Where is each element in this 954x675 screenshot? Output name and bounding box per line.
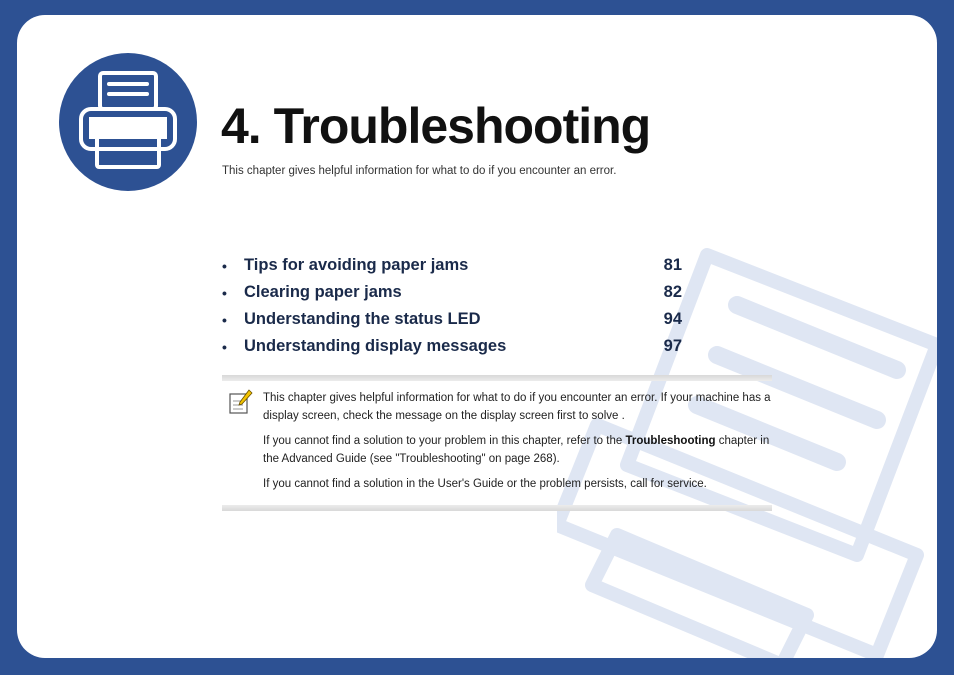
note-text (263, 389, 773, 500)
toc-item-page: 94 (663, 310, 682, 328)
note-box (222, 375, 772, 511)
bullet-icon: • (222, 338, 227, 355)
note-paragraph (263, 432, 773, 468)
table-of-contents (222, 252, 682, 360)
toc-item-page: 81 (663, 256, 682, 274)
bullet-icon: • (222, 257, 227, 274)
toc-item[interactable] (222, 333, 682, 360)
bullet-icon: • (222, 311, 227, 328)
toc-item-label: Understanding the status LED (244, 310, 481, 328)
toc-item[interactable] (222, 252, 682, 279)
toc-item[interactable] (222, 306, 682, 333)
troubleshooting-link-text: Troubleshooting (625, 435, 716, 447)
page-card (17, 15, 937, 658)
note-text-segment: If you cannot find a solution to your problem in this chapter, refer to the (263, 435, 626, 447)
toc-item[interactable] (222, 279, 682, 306)
bullet-icon: • (222, 284, 227, 301)
chapter-subtitle: This chapter gives helpful information for what to do if you encounter an error. (222, 165, 617, 177)
toc-item-page: 82 (663, 283, 682, 301)
chapter-title: 4. Troubleshooting (221, 98, 651, 154)
note-top-bar (222, 375, 772, 381)
note-text-segment: chapter in the Advanced Guide (see "Troubleshooting" on page 268). (263, 435, 770, 465)
toc-item-label: Tips for avoiding paper jams (244, 256, 469, 274)
note-pencil-icon (229, 389, 253, 415)
note-paragraph: This chapter gives helpful information for what to do if you encounter an error. If your machine has a display screen, check the message on the display screen first to solve . (263, 392, 771, 422)
toc-item-label: Clearing paper jams (244, 283, 402, 301)
printer-icon (59, 53, 197, 191)
chapter-badge (59, 53, 197, 191)
note-paragraph: If you cannot find a solution in the User's Guide or the problem persists, call for service. (263, 478, 707, 490)
note-bottom-bar (222, 505, 772, 511)
toc-item-page: 97 (663, 337, 682, 355)
toc-item-label: Understanding display messages (244, 337, 507, 355)
